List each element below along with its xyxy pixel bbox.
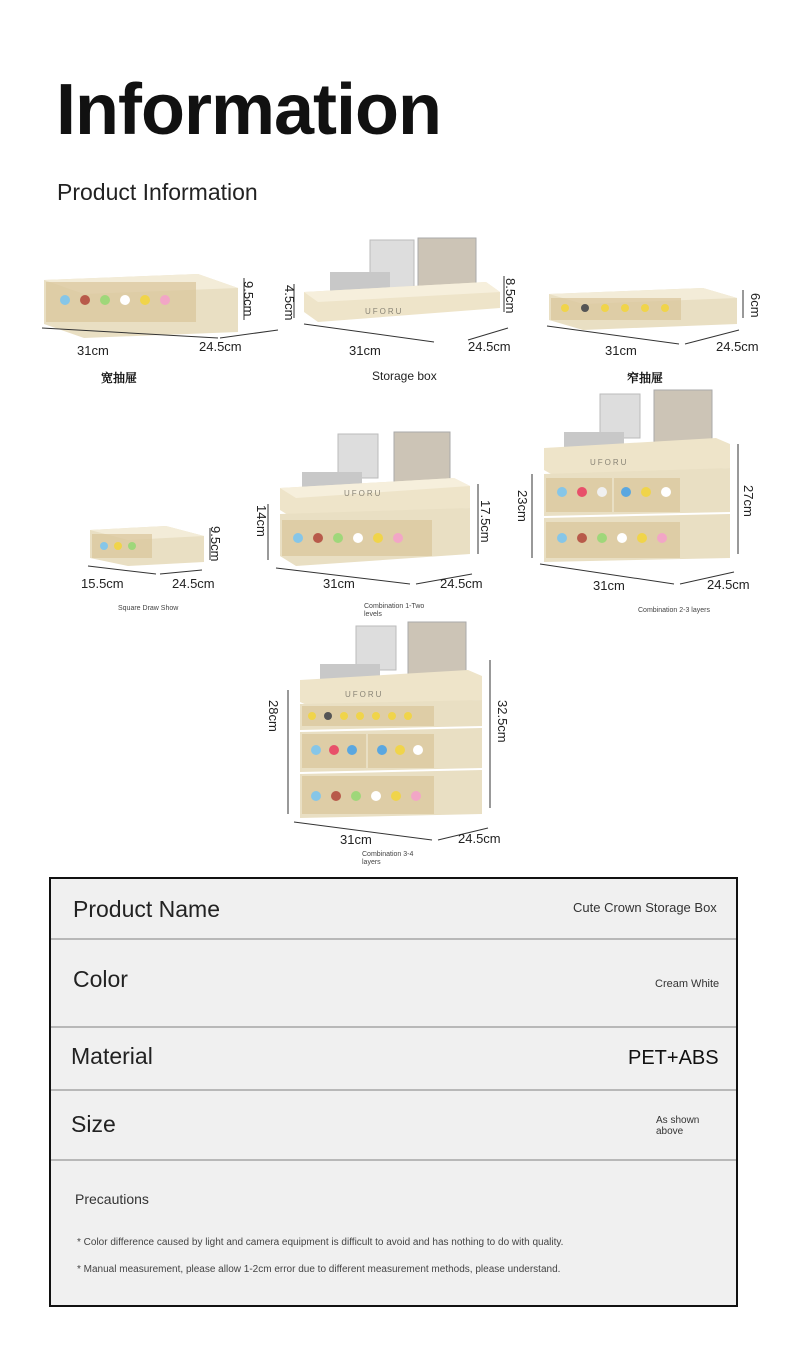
precaution-note-2: * Manual measurement, please allow 1-2cm error due to different measurement methods, please understand. [77, 1264, 561, 1275]
combo-1-2-illustration [276, 428, 486, 588]
material-value: PET+ABS [628, 1047, 719, 1069]
product-name-value: Cute Crown Storage Box [573, 900, 717, 915]
combo-1-2-caption: Combination 1-Two levels [364, 603, 425, 618]
precautions-title: Precautions [75, 1191, 149, 1207]
combo-3-4-back-height: 32.5cm [495, 700, 510, 743]
combo-2-3-caption: Combination 2-3 layers [638, 607, 710, 614]
table-row-material [51, 1028, 736, 1091]
storage-box-depth: 24.5cm [468, 339, 511, 354]
storage-box-brand: UFORU [365, 307, 404, 316]
combo-3-4-illustration [292, 620, 502, 850]
storage-box-illustration [300, 232, 510, 342]
table-row-product-name [51, 879, 736, 940]
table-row-size [51, 1091, 736, 1161]
square-drawer-illustration [86, 518, 216, 582]
narrow-drawer-caption: 窄抽屉 [627, 371, 664, 385]
wide-drawer-illustration [40, 262, 240, 342]
combo-3-4-caption: Combination 3-4 layers [362, 851, 414, 866]
precaution-note-1: * Color difference caused by light and camera equipment is difficult to avoid and has nothing to do with quality. [77, 1237, 564, 1248]
combo-3-4-depth: 24.5cm [458, 831, 501, 846]
combo-1-2-depth: 24.5cm [440, 576, 483, 591]
combo-3-4-brand: UFORU [345, 690, 384, 699]
page-title: Information [56, 70, 441, 150]
color-value: Cream White [655, 978, 720, 990]
storage-box-front-height: 4.5cm [282, 285, 297, 321]
square-drawer-caption: Square Draw Show [118, 605, 179, 612]
combo-1-2-width: 31cm [323, 576, 355, 591]
combo-1-2-back-height: 17.5cm [478, 500, 493, 543]
storage-box-back-height: 8.5cm [503, 278, 518, 314]
square-drawer-width: 15.5cm [81, 576, 124, 591]
wide-drawer-height: 9.5cm [241, 281, 256, 317]
narrow-drawer-illustration [545, 278, 745, 342]
color-label: Color [73, 966, 128, 992]
combo-2-3-brand: UFORU [590, 458, 629, 467]
storage-box-width: 31cm [349, 343, 381, 358]
square-drawer-depth: 24.5cm [172, 576, 215, 591]
combo-3-4-width: 31cm [340, 832, 372, 847]
wide-drawer-depth: 24.5cm [199, 339, 242, 354]
combo-2-3-back-height: 27cm [741, 485, 756, 517]
material-label: Material [71, 1043, 153, 1069]
product-info-table [49, 877, 738, 1307]
table-row-color [51, 940, 736, 1028]
precautions-section [51, 1161, 736, 1305]
combo-2-3-illustration [540, 388, 750, 588]
size-label: Size [71, 1111, 116, 1137]
combo-2-3-depth: 24.5cm [707, 577, 750, 592]
narrow-drawer-height: 6cm [748, 293, 763, 318]
combo-2-3-front-height: 23cm [515, 490, 530, 522]
wide-drawer-caption: 宽抽屉 [101, 371, 138, 385]
combo-1-2-brand: UFORU [344, 489, 383, 498]
wide-drawer-width: 31cm [77, 343, 109, 358]
narrow-drawer-depth: 24.5cm [716, 339, 759, 354]
combo-1-2-front-height: 14cm [254, 505, 269, 537]
square-drawer-height: 9.5cm [208, 526, 223, 562]
size-value: As shown above [656, 1115, 700, 1137]
combo-2-3-width: 31cm [593, 578, 625, 593]
combo-3-4-front-height: 28cm [266, 700, 281, 732]
section-subtitle: Product Information [57, 179, 258, 205]
storage-box-caption: Storage box [372, 369, 437, 383]
product-name-label: Product Name [73, 896, 221, 922]
narrow-drawer-width: 31cm [605, 343, 637, 358]
